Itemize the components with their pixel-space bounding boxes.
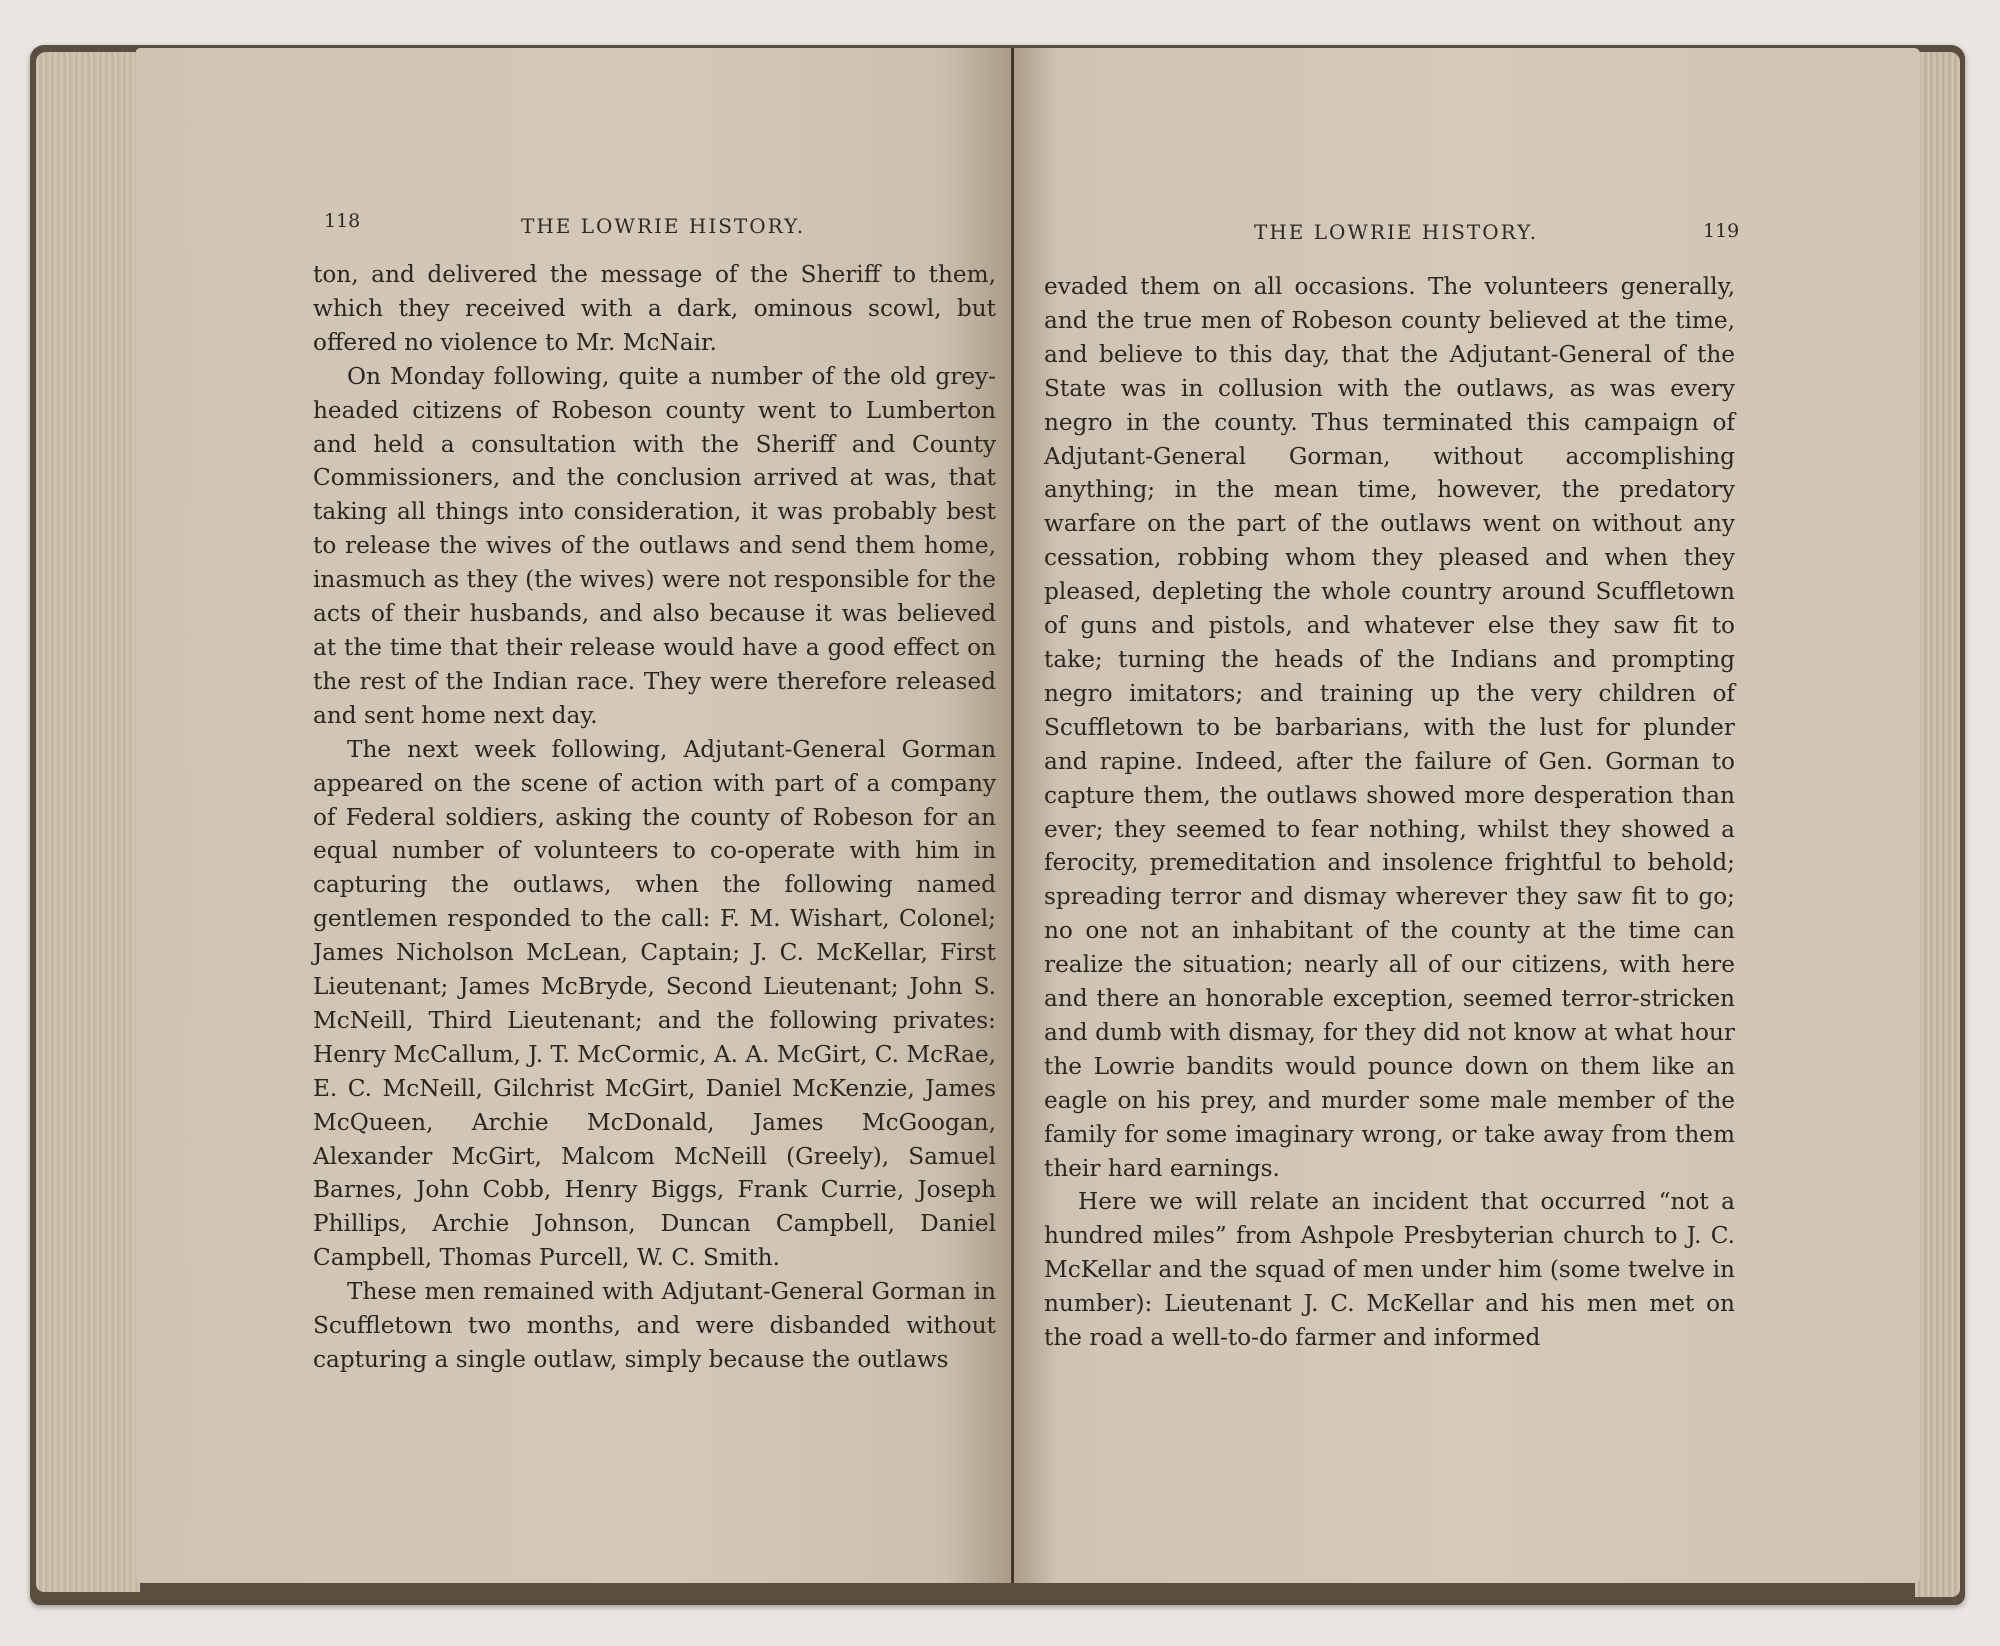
right-page <box>1014 48 1920 1583</box>
left-page-number: 118 <box>324 210 361 232</box>
page-edges-right <box>1915 52 1960 1597</box>
right-page-number: 119 <box>1703 220 1740 242</box>
left-paragraph: These men remained with Adjutant-General Gorman in Scuffletown two months, and were disbanded without capturing a single outlaw, simply because the outlaws <box>313 1278 996 1373</box>
right-paragraph: evaded them on all occasions. The volunteers generally, and the true men of Robeson county believed at the time, and believe to this day, that the Adjutant-General of the State was in collusion with the outlaws, as was every negro in the county. Thus terminated this campaign of Adjutant-General Gorman, without accomplishing anything; in the mean time, however, the predatory warfare on the part of the outlaws went on without any cessation, robbing whom they pleased and when they pleased, depleting the whole country around Scuffletown of guns and pistols, and whatever else they saw fit to take; turning the heads of the Indians and prompting negro imitators; and training up the very children of Scuffletown to be barbarians, with the lust for plunder and rapine. Indeed, after the failure of Gen. Gorman to capture them, the outlaws showed more desperation than ever; they seemed to fear nothing, whilst they showed a ferocity, premeditation and insolence frightful to behold; spreading terror and dismay wherever they saw fit to go; no one not an inhabitant of the county at the time can realize the situation; nearly all of our citizens, with here and there an honorable exception, seemed terror-stricken and dumb with dismay, for they did not know at what hour the Lowrie bandits would pounce down on them like an eagle on his prey, and murder some male member of the family for some imaginary wrong, or take away from them their hard earnings. <box>1044 273 1735 1182</box>
right-running-head: THE LOWRIE HISTORY. <box>1254 220 1539 244</box>
right-paragraph: Here we will relate an incident that occurred “not a hundred miles” from Ashpole Presbyterian church to J. C. McKellar and the squad of men under him (some twelve in number): Lieutenant J. C. McKellar and his men met on the road a well-to-do farmer and informed <box>1044 1188 1735 1352</box>
left-running-head: THE LOWRIE HISTORY. <box>521 214 806 238</box>
left-page <box>136 48 1014 1583</box>
left-paragraph: The next week following, Adjutant-General Gorman appeared on the scene of action with part of a company of Federal soldiers, asking the county of Robeson for an equal number of volunteers to co-operate with him in capturing the outlaws, when the following named gentlemen responded to the call: F. M. Wishart, Colonel; James Nicholson McLean, Captain; J. C. McKellar, First Lieutenant; James McBryde, Second Lieutenant; John S. McNeill, Third Lieutenant; and the following privates: Henry McCallum, J. T. McCormic, A. A. McGirt, C. McRae, E. C. McNeill, Gilchrist McGirt, Daniel McKenzie, James McQueen, Archie McDonald, James McGoogan, Alexander McGirt, Malcom McNeill (Greely), Samuel Barnes, John Cobb, Henry Biggs, Frank Currie, Joseph Phillips, Archie Johnson, Duncan Campbell, Daniel Campbell, Thomas Purcell, W. C. Smith. <box>313 735 996 1272</box>
right-body-text <box>1044 270 1735 1355</box>
left-body-text <box>313 258 996 1377</box>
left-paragraph: ton, and delivered the message of the Sheriff to them, which they received with a dark, ominous scowl, but offered no violence to Mr. McNair. <box>313 261 996 356</box>
left-paragraph: On Monday following, quite a number of the old grey-headed citizens of Robeson county went to Lumberton and held a consultation with the Sheriff and County Commissioners, and the conclusion arrived at was, that taking all things into consideration, it was probably best to release the wives of the outlaws and send them home, inasmuch as they (the wives) were not responsible for the acts of their husbands, and also because it was believed at the time that their release would have a good effect on the rest of the Indian race. They were therefore released and sent home next day. <box>313 362 996 729</box>
page-edges-left <box>36 52 140 1592</box>
